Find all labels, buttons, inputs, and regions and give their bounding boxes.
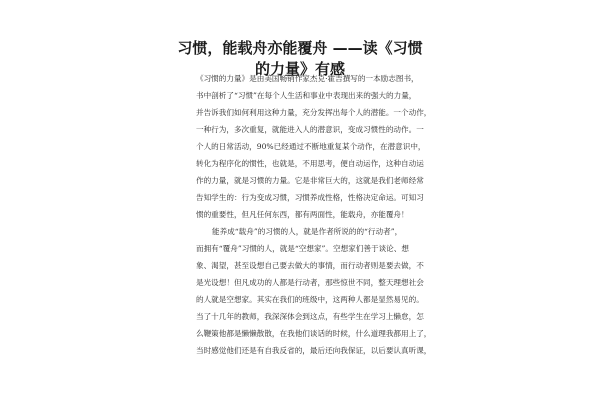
paragraph-1-line: 告知学生的：行为变成习惯，习惯养成性格，性格决定命运。可知习 [196, 193, 424, 202]
paragraph-2-line: 而拥有“覆舟”习惯的人，就是“空想家”。空想家们善于谈论、想 [196, 244, 409, 253]
paragraph-1-line: 个人的日常活动，90%已经通过不断地重复某个动作，在潜意识中， [196, 142, 426, 151]
document-title-line-2: 的力量》有感 [254, 60, 345, 78]
paragraph-1-line: 一种行为，多次重复，就能进入人的潜意识，变成习惯性的动作。一 [196, 125, 424, 134]
paragraph-1-line: 作的力量，就是习惯的力量。它是非常巨大的，这就是我们老师经常 [196, 176, 424, 185]
paragraph-1-line: 《习惯的力量》是由美国畅销作家杰克·霍吉撰写的一本励志图书， [196, 74, 419, 83]
paragraph-2-line: 当了十几年的教师，我深深体会到这点，有些学生在学习上懒怠，怎 [196, 312, 424, 321]
paragraph-2-line: 的人就是空想家。其实在我们的班级中，这两种人都是显然易见的。 [196, 295, 424, 304]
paragraph-2-line: 象、渴望，甚至设想自己要去做大的事情，而行动者则是要去做，不 [196, 261, 424, 270]
paragraph-1-line: 惯的重要性，但凡任何东西，都有两面性，能载舟，亦能覆舟！ [196, 210, 409, 219]
paragraph-1-line: 书中剖析了“习惯”在每个人生活和事业中表现出来的强大的力量， [196, 91, 417, 100]
paragraph-1-line: 并告诉我们如何利用这种力量，充分发挥出每个人的潜能。一个动作， [196, 108, 432, 117]
paragraph-2-line: 当时感觉他们还是有自我反省的，最后还向我保证，以后要认真听课， [196, 346, 432, 355]
paragraph-2-line: 么鞭策他都是懒懒散散，在我他们谈话的时候，什么道理我都用上了， [196, 329, 432, 338]
document-title-line-1: 习惯，能载舟亦能覆舟 ——读《习惯 [177, 39, 423, 57]
paragraph-2-line: 能养成“载舟”的习惯的人，就是作者所说的的“行动者”， [212, 227, 403, 236]
paragraph-1-line: 转化为程序化的惯性，也就是，不用思考，便自动运作，这种自动运 [196, 159, 424, 168]
paragraph-2-line: 是光设想！但凡成功的人都是行动者，那些惊世不同，整天理想社会 [196, 278, 424, 287]
